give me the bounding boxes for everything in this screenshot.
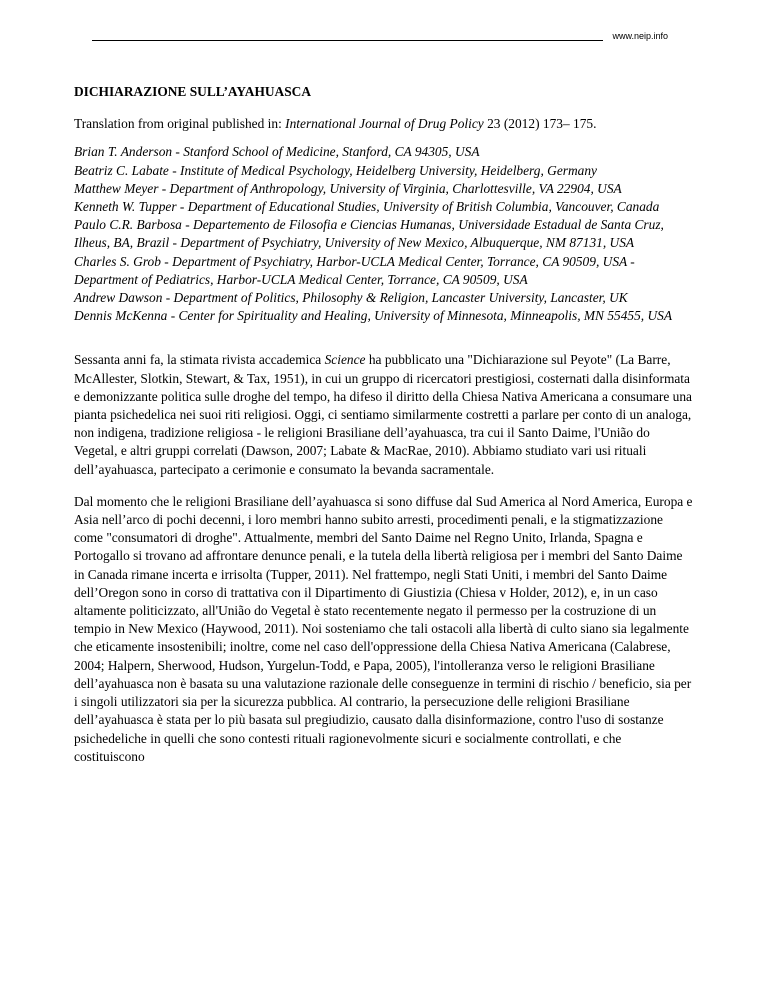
author-entry: Charles S. Grob - Department of Psychiatry, Harbor-UCLA Medical Center, Torrance, CA 90509, USA - Department of Pediatrics, Harbor-UCLA Medical Center, Torrance, CA 90509, USA: [74, 253, 635, 287]
header-rule: [92, 40, 603, 41]
document-title: DICHIARAZIONE SULL’AYAHUASCA: [74, 84, 312, 99]
author-entry: Kenneth W. Tupper - Department of Educational Studies, University of British Columbia, Vancouver, Canada: [74, 199, 660, 215]
translation-note: [74, 115, 694, 133]
author-entry: Paulo C.R. Barbosa - Departemento de Filosofia e Ciencias Humanas, Universidade Estadual de Santa Cruz, Ilheus, BA, Brazil - Department of Psychiatry, University of New Mexico, Albuquerque, NM 87131, USA: [74, 217, 664, 251]
author-entry: Matthew Meyer - Department of Anthropology, University of Virginia, Charlottesville, VA 22904, USA: [74, 180, 622, 196]
document-body: [74, 83, 694, 780]
paragraph-1-rest: ha pubblicato una "Dichiarazione sul Peyote" (La Barre, McAllester, Slotkin, Stewart, & Tax, 1951), in cui un gruppo di ricercatori prestigiosi, costernati dalla disinformata e demonizzante politica sulle droghe del tempo, ha difeso il diritto della Chiesa Nativa Americana a consumare una pianta psichedelica nei suoi riti religiosi. Oggi, ci sentiamo similarmente costretti a parlare per conto di un analoga, non indigena, tradizione religiosa - le religioni Brasiliane dell’ayahuasca, tra cui il Santo Daime, l'União do Vegetal, e altri gruppi correlati (Dawson, 2007; Labate & MacRae, 2010). Abbiamo studiato vari usi rituali dell’ayahuasca, partecipato a cerimonie e consumato la bevanda sacramentale.: [74, 352, 692, 477]
author-list: [74, 143, 694, 325]
author-entry: Dennis McKenna - Center for Spirituality and Healing, University of Minnesota, Minneapolis, MN 55455, USA: [74, 308, 673, 324]
header-url: www.neip.info: [612, 31, 668, 41]
body-paragraph-2: Dal momento che le religioni Brasiliane dell’ayahuasca si sono diffuse dal Sud America al Nord America, Europa e Asia nell’arco di pochi decenni, i loro membri hanno subito arresti, procedimenti penali, e la stigmatizzazione come "consumatori di droghe". Attualmente, membri del Santo Daime nel Regno Unito, Irlanda, Spagna e Portogallo si trovano ad affrontare denunce penali, e la tutela della libertà religiosa per i membri del Santo Daime in Canada rimane incerta e irrisolta (Tupper, 2011). Nel frattempo, negli Stati Uniti, i membri del Santo Daime dell’Oregon sono in corso di trattativa con il Dipartimento di Giustizia (Chiesa v Holder, 2012), e, in un caso altamente politicizzato, all'União do Vegetal è stato recentemente negato il permesso per la costruzione di un tempio in New Mexico (Haywood, 2011). Noi sosteniamo che tali ostacoli alla libertà di culto siano sia legalmente che eticamente insostenibili; inoltre, come nel caso dell'oppressione della Chiesa Nativa Americana (Calabrese, 2004; Halpern, Sherwood, Hudson, Yurgelun-Todd, e Papa, 2005), l'intolleranza verso le religioni Brasiliane dell’ayahuasca non è basata su una valutazione razionale delle conseguenze in termini di rischio / beneficio, sia per i singoli utilizzatori sia per la sicurezza pubblica. Al contrario, la persecuzione delle religioni Brasiliane dell’ayahuasca è stata per lo più basata sul pregiudizio, causato dalla disinformazione, contro l'uso di sostanze psichedeliche in quelli che sono contesti rituali ragionevolmente sicuri e socialmente controllati, e che costituiscono: [74, 493, 693, 764]
page-header: [92, 30, 668, 44]
paragraph-1-start: Sessanta anni fa, la stimata rivista accademica: [74, 352, 325, 368]
translation-suffix: 23 (2012) 173– 175.: [483, 116, 597, 132]
author-entry: Andrew Dawson - Department of Politics, Philosophy & Religion, Lancaster University, Lancaster, UK: [74, 290, 628, 306]
translation-prefix: Translation from original published in:: [74, 116, 286, 132]
author-entry: Brian T. Anderson - Stanford School of Medicine, Stanford, CA 94305, USA: [74, 144, 480, 160]
body-paragraph-1: [74, 351, 694, 478]
author-entry: Beatriz C. Labate - Institute of Medical Psychology, Heidelberg University, Heidelberg, Germany: [74, 162, 597, 178]
journal-name: International Journal of Drug Policy: [285, 116, 484, 132]
science-journal-name: Science: [324, 352, 366, 368]
